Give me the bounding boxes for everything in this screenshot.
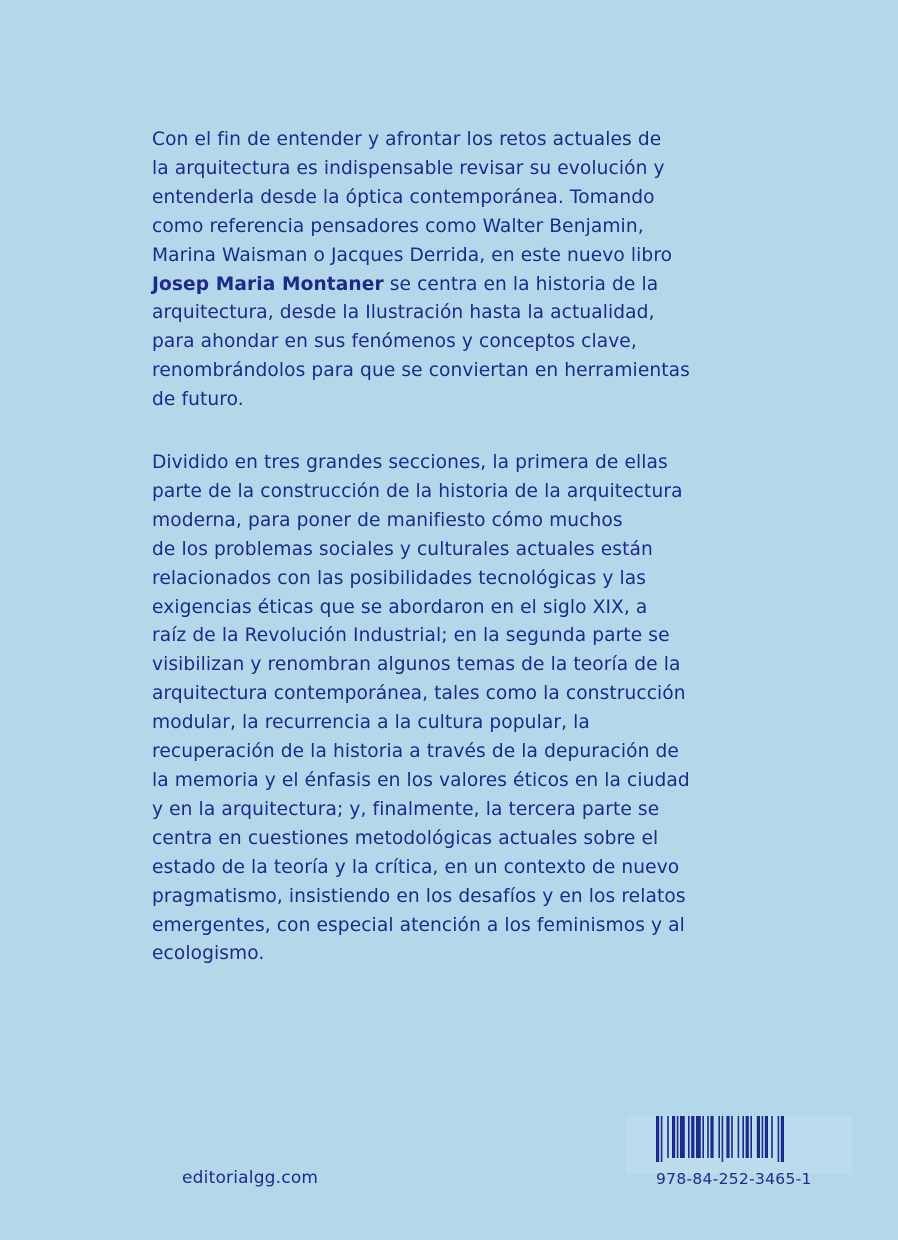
author-name: Josep Maria Montaner <box>152 273 384 295</box>
text-line: la memoria y el énfasis en los valores éticos en la ciudad <box>152 769 690 791</box>
text-line: modular, la recurrencia a la cultura popular, la <box>152 712 590 734</box>
barcode-bar <box>691 1116 694 1158</box>
barcode-bar <box>680 1116 685 1158</box>
text-line: y en la arquitectura; y, finalmente, la tercera parte se <box>152 798 660 820</box>
barcode-bar <box>677 1116 679 1158</box>
text-line: de futuro. <box>152 389 244 411</box>
text-line: visibilizan y renombran algunos temas de la teoría de la <box>152 654 681 676</box>
barcode-bar <box>661 1116 663 1162</box>
text-line: arquitectura, desde la Ilustración hasta la actualidad, <box>152 302 655 324</box>
barcode-bar <box>696 1116 701 1158</box>
barcode-bar <box>672 1116 675 1158</box>
barcode-image <box>656 1116 822 1162</box>
text-line: arquitectura contemporánea, tales como la construcción <box>152 683 686 705</box>
text-line-author <box>152 271 752 300</box>
barcode-bar <box>750 1116 752 1158</box>
barcode-bar <box>656 1116 659 1162</box>
text-line: Marina Waisman o Jacques Derrida, en este nuevo libro <box>152 244 673 266</box>
barcode-bar <box>762 1116 764 1158</box>
publisher-website[interactable]: editorialgg.com <box>182 1168 319 1188</box>
barcode-bar <box>718 1116 720 1158</box>
barcode-bar <box>722 1116 724 1162</box>
barcode-bar <box>771 1116 773 1158</box>
barcode-area <box>626 1116 852 1174</box>
barcode-bar <box>757 1116 760 1158</box>
barcode-bar <box>726 1116 729 1158</box>
barcode-bar <box>731 1116 733 1158</box>
text-fragment: se centra en la historia de la <box>383 273 659 295</box>
text-line: moderna, para poner de manifiesto cómo muchos <box>152 509 623 531</box>
text-line: entenderla desde la óptica contemporánea. Tomando <box>152 186 655 208</box>
text-line: Dividido en tres grandes secciones, la primera de ellas <box>152 452 668 473</box>
isbn-number: 978-84-252-3465-1 <box>656 1170 812 1188</box>
text-line: pragmatismo, insistiendo en los desafíos y en los relatos <box>152 885 686 907</box>
description-paragraph-2 <box>152 449 752 969</box>
text-line: relacionados con las posibilidades tecnológicas y las <box>152 567 647 589</box>
description-paragraph-1 <box>152 126 752 415</box>
text-line: recuperación de la historia a través de la depuración de <box>152 741 679 763</box>
text-line: de los problemas sociales y culturales actuales están <box>152 538 653 560</box>
text-line: centra en cuestiones metodológicas actuales sobre el <box>152 827 659 849</box>
text-line: como referencia pensadores como Walter Benjamin, <box>152 215 644 237</box>
text-line: ecologismo. <box>152 943 265 965</box>
barcode-bar <box>746 1116 749 1158</box>
text-line: parte de la construcción de la historia de la arquitectura <box>152 480 683 502</box>
text-line: exigencias éticas que se abordaron en el siglo XIX, a <box>152 596 648 618</box>
barcode-bar <box>781 1116 784 1162</box>
text-line: la arquitectura es indispensable revisar su evolución y <box>152 157 665 179</box>
text-line: emergentes, con especial atención a los feminismos y al <box>152 914 685 936</box>
barcode-bar <box>702 1116 704 1158</box>
barcode-bar <box>688 1116 690 1158</box>
barcode-bar <box>710 1116 713 1158</box>
text-line: renombrándolos para que se conviertan en herramientas <box>152 360 690 382</box>
text-line: Con el fin de entender y afrontar los retos actuales de <box>152 129 662 150</box>
text-line: estado de la teoría y la crítica, en un contexto de nuevo <box>152 856 680 878</box>
barcode-bar <box>738 1116 740 1158</box>
barcode-bar <box>778 1116 780 1162</box>
barcode-bar <box>742 1116 744 1158</box>
text-line: para ahondar en sus fenómenos y conceptos clave, <box>152 331 637 353</box>
text-line: raíz de la Revolución Industrial; en la segunda parte se <box>152 625 670 647</box>
barcode-bar <box>667 1116 669 1158</box>
barcode-bar <box>707 1116 709 1158</box>
barcode-bar <box>765 1116 768 1158</box>
